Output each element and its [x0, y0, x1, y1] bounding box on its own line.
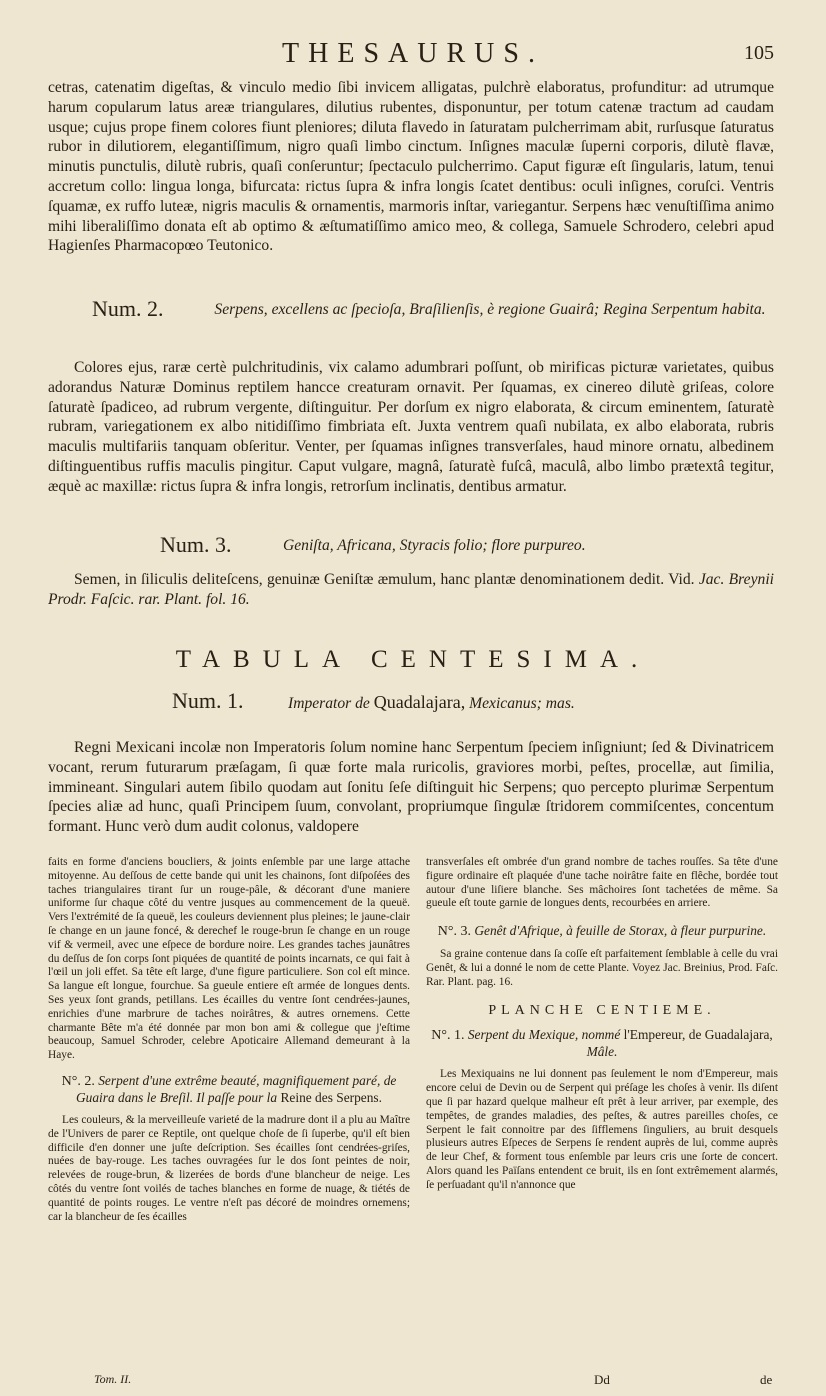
- num3-block: [48, 570, 774, 610]
- planche-title: PLANCHE CENTIEME.: [488, 1002, 716, 1018]
- t1-title-b: Quadalajara,: [373, 692, 466, 712]
- french-right-p1: transverſales eſt ombrée d'un grand nombre de taches rouſſes. Sa tête d'une figure ordinaire eſt plaquée d'une tache noirâtre faite en flêche, bordée tout autour d'une liſiere blanche. Ses mâchoires ſont tachetées de même. Sa gueule eſt toute garnie de longues dents, recourbées en arriere.: [426, 856, 778, 910]
- num2-heading: [48, 296, 774, 340]
- num2-title: Serpens, excellens ac ſpecioſa, Braſilienſis, è regione Guairâ; Regina Serpentum habita.: [214, 301, 766, 318]
- french-right-h1-title-c: de Guadalajara,: [688, 1027, 773, 1043]
- num3-heading: [48, 532, 774, 560]
- french-left-h2-title: Serpent d'une extrême beauté, magnifiquement paré, de Guaira dans le Breſil. Il paſſe pour la: [76, 1072, 397, 1105]
- latin-intro-paragraph: cetras, catenatim digeſtas, & vinculo medio ſibi invicem alligatas, pulchrè elaboratus, profunditur: ad utrumque harum copularum latus areæ triangulares, dilutius rubentes, disponuntur, per totum catenæ tractum ad caudam usque; cujus prope finem colores fiunt pleniores; diluta flavedo in ſaturatam pulcherrimam abit, rurſusque ſaturatus rubor in dilutiorem, elegantiſſimum, nigro quaſi limbo cinctum. Inſignes maculæ ſuperni corporis, dilutè flavæ, minutis punctulis, dilutè rubris, quaſi conſeruntur; ſpectaculo pulcherrimo. Caput figuræ eſt ſingularis, latum, tenui accretum collo: lingua longa, bifurcata: rictus ſupra & infra longis ſcatet dentibus: oculi inſignes, coruſci. Ventris ſquamæ, ex ruffo luteæ, nigris maculis & ornamentis, marmoris inſtar, variegantur. Serpens hæc venuſtiſſima animo mihi liberaliſſimo donata eſt ab optimo & æſtumatiſſimo amico meo, & collega, Samuele Schrodero, celebri apud Hagienſes Pharmacopœo Teutonico.: [48, 79, 774, 255]
- french-right-h3-num: N°. 3.: [437, 924, 471, 940]
- french-left-column: [48, 856, 410, 1224]
- num2-block: [48, 358, 774, 497]
- num3-paragraph-main: Semen, in ſiliculis deliteſcens, genuinæ Geniſtæ æmulum, hanc plantæ denominationem dedit. Vid.: [74, 571, 695, 588]
- latin-intro-block: [48, 78, 774, 256]
- num3-title: Geniſta, Africana, Styracis folio; flore purpureo.: [283, 537, 586, 554]
- num3-paragraph: [48, 570, 774, 610]
- t1-title-a: Imperator de: [288, 695, 370, 712]
- catchword: de: [760, 1372, 773, 1387]
- french-right-h1-num: N°. 1.: [431, 1028, 465, 1044]
- volume-footer: Tom. II.: [94, 1372, 132, 1386]
- french-left-p2: Les couleurs, & la merveilleuſe varieté de la madrure dont il a plu au Maître de l'Univers de parer ce Reptile, ont quelque choſe de ſi ſuperbe, qu'il eſt bien difficile d'en donner une juſte deſcription. Ses écailles ſont cendrées-griſes, nuées de bay-rouge. Les taches ouvragées ſur le dos ſont peintes de noir, relevées de rouge-brun, & lizerées de bords d'une blancheur de neige. Les côtés du ventre ſont voilés de taches blanches en forme de nuage, & tiétés de quantité de points rouges. Le ventre n'eſt pas décoré de moindres ornemens; car la blancheur de ſes écailles: [48, 1113, 410, 1223]
- num2-paragraph: Colores ejus, raræ certè pulchritudinis, vix calamo adumbrari poſſunt, ob mirificas picturæ varietates, quibus adorandus Naturæ Dominus reptilem hancce creaturam ornavit. Per ſquamas, ex cinereo dilutè griſeas, colore ſaturatè ſpadiceo, ad rubrum vergente, diſtinguitur. Per dorſum ex nigro elaborata, & circum eminentem, ſaturatè rubram, variegationem ex albo nitidiſſimo fimbriata eſt. Juxta ventrem quaſi nubilata, ex albo elaborata, rubris maculis multifariis tanquam obſeritur. Venter, per ſquamas inſignes transverſales, haud minore ornatu, albedinem diſtinguentibus ruffis maculis pingitur. Caput vulgare, magnâ, ſaturatè fuſcâ, maculâ, albo limbo prætextâ tegitur, æquè ac maxillæ: rictus ſupra & infra longis, retrorſum inclinatis, dentibus armatur.: [48, 359, 774, 495]
- signature-mark: Dd: [594, 1372, 610, 1387]
- num3-reference: Jac. Breynii Prodr. Faſcic. rar. Plant. fol. 16.: [48, 571, 774, 608]
- french-left-h2-title-b: Reine des Serpens.: [280, 1089, 382, 1105]
- french-right-h1-title-b: l'Empereur,: [623, 1027, 686, 1043]
- french-right-h1-title-d: Mâle.: [586, 1044, 618, 1060]
- french-right-h3-title: Genêt d'Afrique, à feuille de Storax, à fleur purpurine.: [474, 923, 767, 939]
- french-right-p2: Sa graine contenue dans ſa coſſe eſt parfaitement ſemblable à celle du vrai Genêt, & lui a donné le nom de cette Plante. Voyez Jac. Breinius, Prod. Faſc. Rar. Plant. pag. 16.: [426, 948, 778, 988]
- french-right-p3: Les Mexiquains ne lui donnent pas ſeulement le nom d'Empereur, mais encore celui de Devin ou de Serpent qui préſage les choſes à venir. Ils diſent que ſi par hazard quelque malheur eſt prêt à leur arriver, par exemple, des tempêtes, de grandes maladies, des peſtes, & autres pareilles choſes, ce Serpent le fait connoitre par des ſifflemens ſinguliers, au bruit desquels plusieurs autres Eſpeces de Serpens ſe rendent auprès de lui, comme auprès de leur Chef, & forment tous enſemble par leurs cris une ſorte de concert. Alors quand les Païſans entendent ce bruit, ils en ſont extrêmement alarmés, ſe perſuadant qu'il n'annonce que: [426, 1068, 778, 1191]
- num2-label: Num. 2.: [92, 296, 164, 321]
- running-title: THESAURUS.: [282, 38, 544, 69]
- t1-title: [288, 692, 575, 713]
- t1-title-c: Mexicanus; mas.: [469, 695, 575, 712]
- num3-label: Num. 3.: [160, 532, 232, 557]
- french-left-h2-num: N°. 2.: [61, 1073, 95, 1089]
- french-left-heading-2: [48, 1073, 410, 1106]
- t1-heading: [48, 688, 774, 716]
- french-right-column: [426, 856, 778, 1193]
- page-number: 105: [744, 42, 774, 64]
- french-right-h1-title-a: Serpent du Mexique, nommé: [467, 1027, 621, 1043]
- t1-label: Num. 1.: [172, 688, 244, 713]
- t1-block: [48, 738, 774, 837]
- french-right-heading-1: [426, 1027, 778, 1060]
- tabula-title: TABULA CENTESIMA.: [175, 646, 651, 673]
- french-right-heading-3: [426, 923, 778, 940]
- t1-paragraph: Regni Mexicani incolæ non Imperatoris ſolum nomine hanc Serpentum ſpeciem inſigniunt; ſed & Divinatricem vocant, rerum futurarum præſagam, ſi quæ forte mala ruricolis, graviores morbi, peſtes, procellæ, aut ſimilia, immineant. Singulari autem ſibilo quodam aut ſonitu ſeſe diſtinguit hic Serpens; quo percepto plurimæ Serpentum ſpecies aliæ ad hunc, quaſi Principem ſuum, convolant, propriumque ſingulæ ſtridorem commiſcentes, concentum formant. Hunc verò dum audit colonus, valdopere: [48, 739, 774, 836]
- french-left-p1: faits en forme d'anciens boucliers, & joints enſemble par une large attache mitoyenne. Au deſſous de cette bande qui unit les chainons, ſont diſpoſées des taches triangulaires tirant ſur un rouge-pâle, & décorant d'une maniere uniforme ſur chaque côté du ventre jusques au commencement de la queuë. Vers l'extrémité de ſa queuë, les couleurs deviennent plus pleines; le jaune-clair ſe change en un jaune foncé, & derechef le rouge-brun ſe change en un rouge vif & vermeil, avec une eſpece de bordure noire. Les grandes taches jaunâtres du deſſus de ſon corps ſont piquées de quantité de points incarnats, ce qui fait à l'œil un joli effet. Sa tête eſt large, d'une figure particuliere. Son col eſt mince. Sa langue eſt longue, fourchue. Sa gueule entiere eſt armée de longues dents. Ses yeux ſont grands, petillans. Les écailles du ventre ſont cendrées-jaunes, enrichies d'une marbrure de taches noirâtres, & autres ornemens. Cette charmante Bête m'a été donnée par mon bon ami & collegue que j'eſtime beaucoup, Samuel Schroder, celebre Apoticaire Allemand demeurant à la Haye.: [48, 856, 410, 1062]
